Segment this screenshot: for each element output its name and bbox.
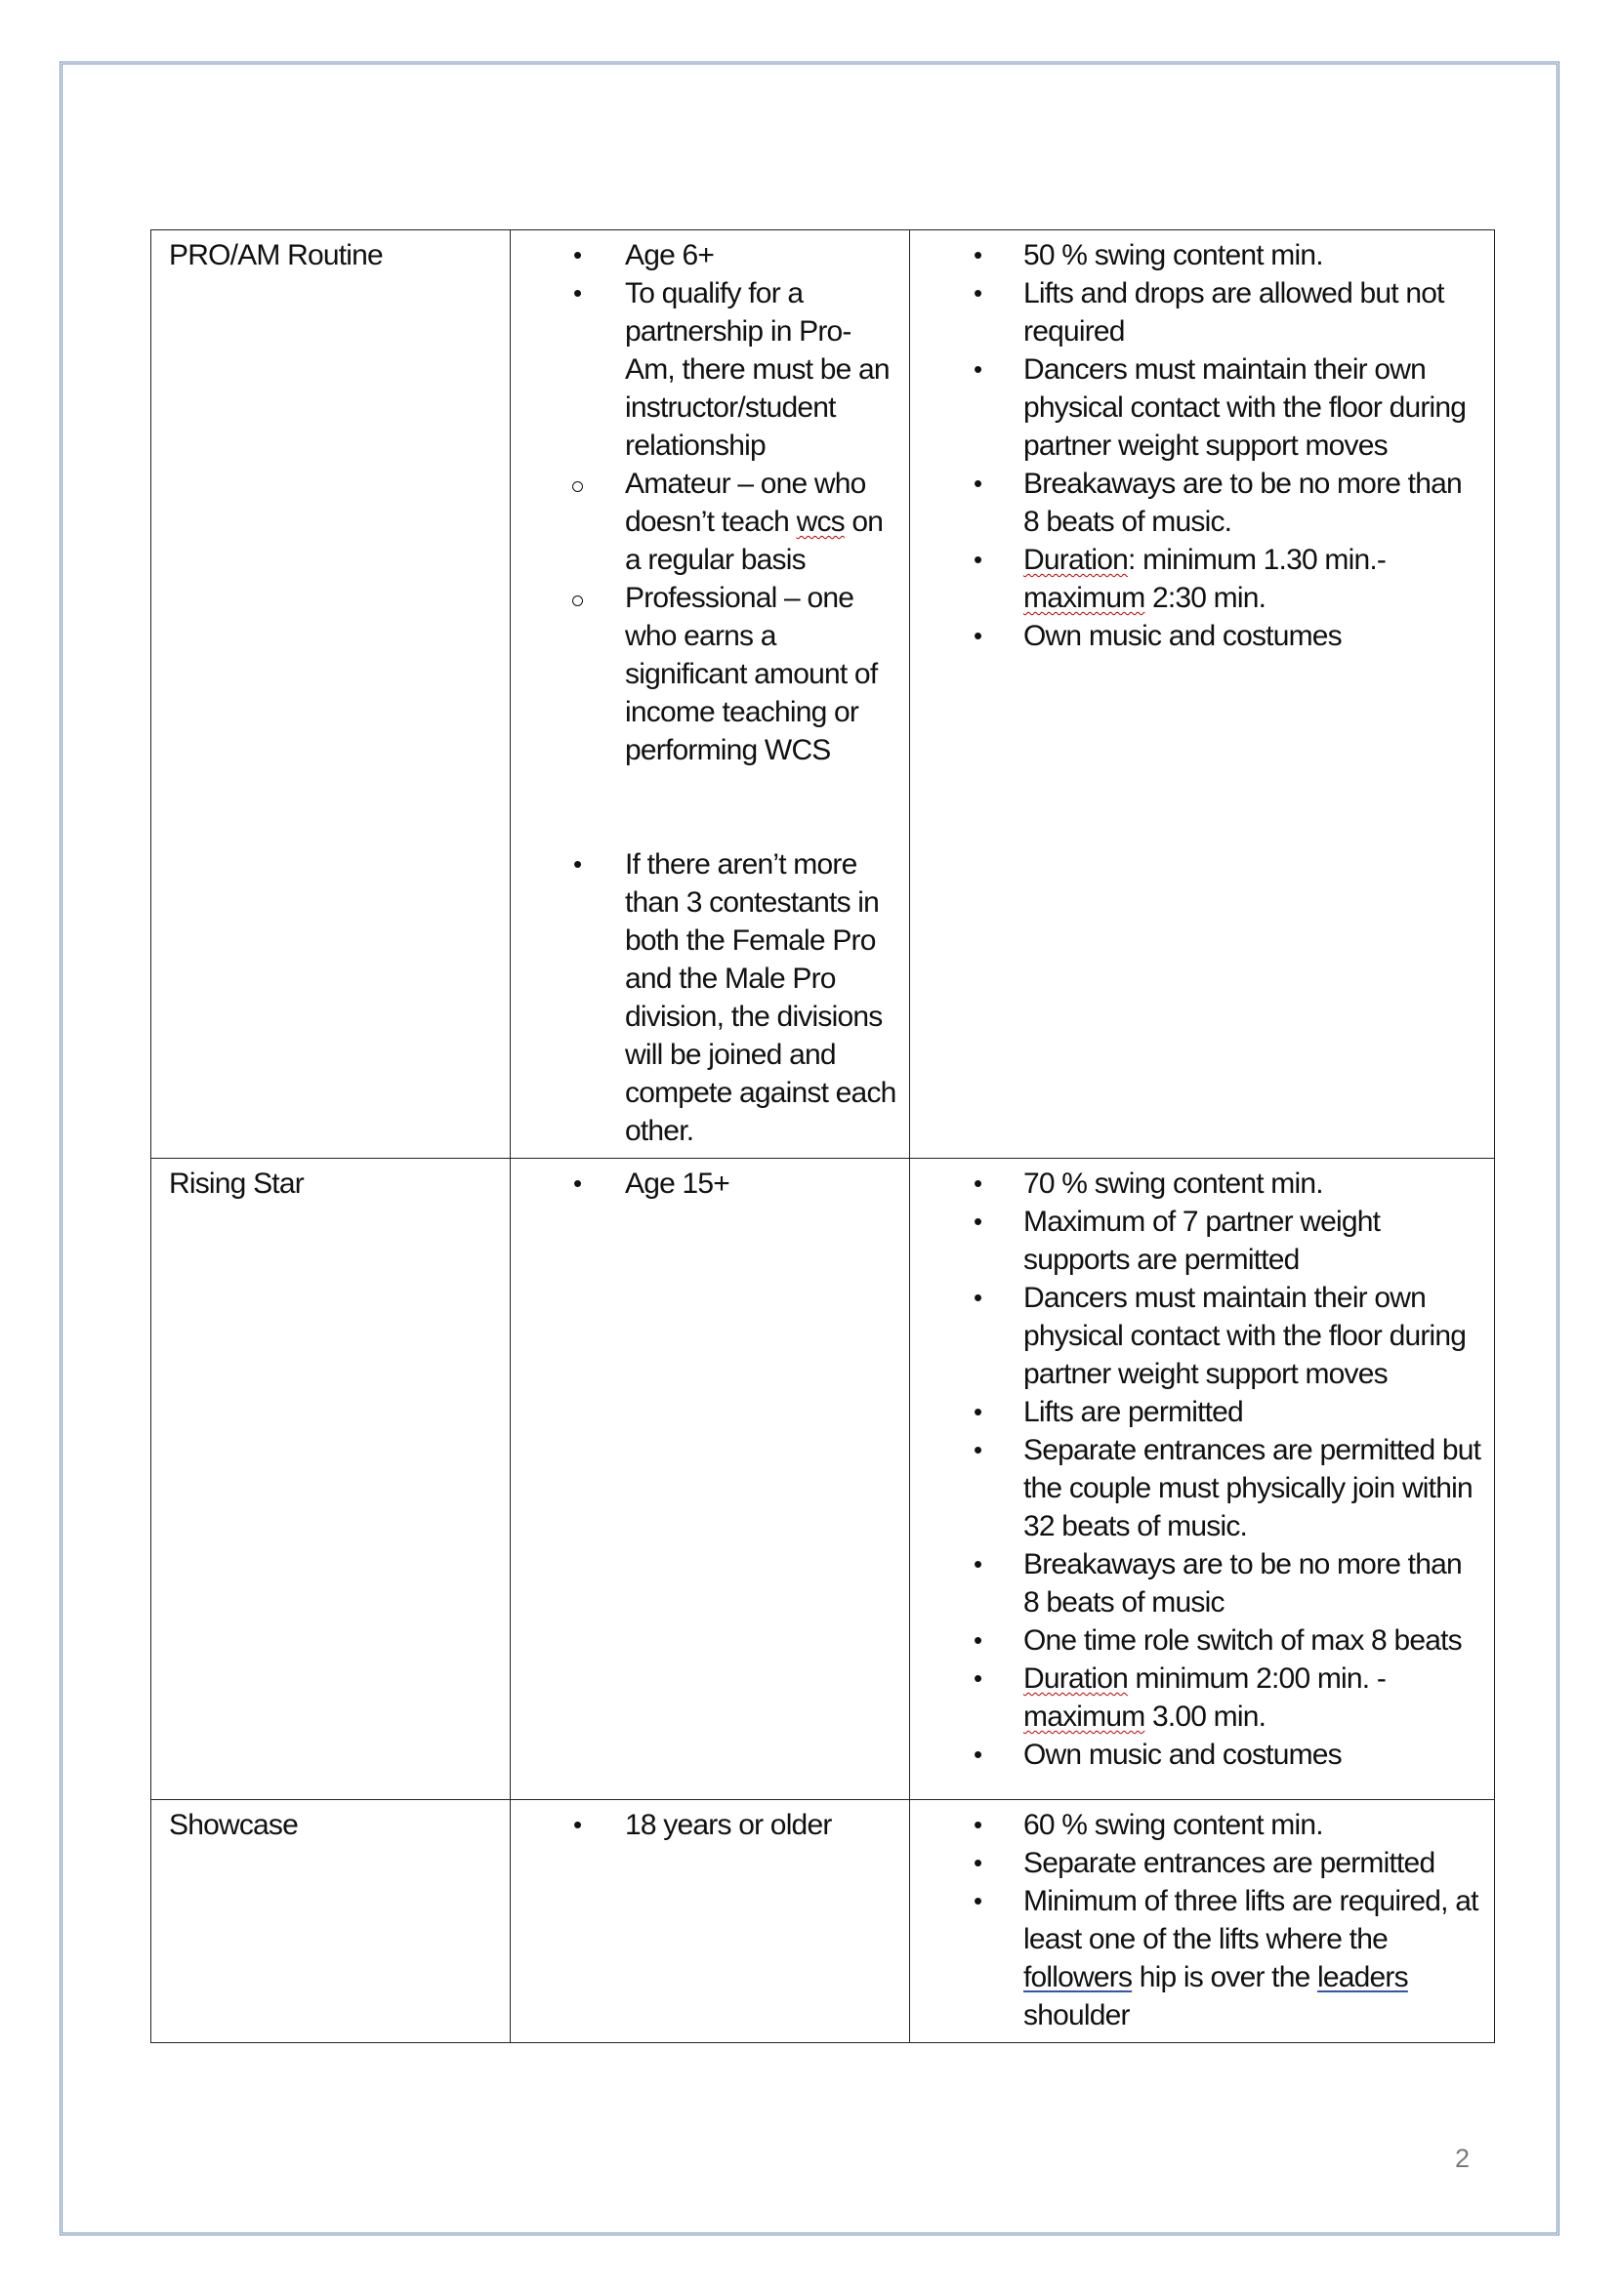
- eligibility-list: [511, 1165, 909, 1203]
- list-item: • 70 % swing content min.: [910, 1165, 1494, 1203]
- list-item: • Own music and costumes: [910, 1736, 1494, 1774]
- list-item: Amateur – one who doesn’t teach wcs on a regular basis: [511, 465, 909, 579]
- spelling-flag: Duration: [1023, 544, 1128, 576]
- spelling-flag: wcs: [796, 506, 845, 538]
- list-item: • If there aren’t more than 3 contestants in both the Female Pro and the Male Pro division, the divisions will be joined and compete against each other.: [511, 845, 909, 1150]
- list-item: • Breakaways are to be no more than 8 beats of music.: [910, 465, 1494, 541]
- list-item: • To qualify for a partnership in Pro-Am, there must be an instructor/student relationship: [511, 274, 909, 465]
- list-item: • Dancers must maintain their own physical contact with the floor during partner weight support moves: [910, 1279, 1494, 1393]
- list-item: • Lifts are permitted: [910, 1393, 1494, 1431]
- requirements-list: [910, 236, 1494, 655]
- category-cell: [151, 1159, 511, 1800]
- list-item: • Age 15+: [511, 1165, 909, 1203]
- list-item: • Lifts and drops are allowed but not required: [910, 274, 1494, 350]
- list-item: • Separate entrances are permitted: [910, 1844, 1494, 1882]
- list-item: • 18 years or older: [511, 1806, 909, 1844]
- category-cell: [151, 230, 511, 1159]
- list-item: • 50 % swing content min.: [910, 236, 1494, 274]
- list-item: • Duration minimum 2:00 min. - maximum 3.00 min.: [910, 1660, 1494, 1736]
- requirements-cell: [910, 1159, 1495, 1800]
- eligibility-list: [511, 236, 909, 1150]
- list-item: • Maximum of 7 partner weight supports are permitted: [910, 1203, 1494, 1279]
- requirements-cell: [910, 1800, 1495, 2043]
- spelling-flag: maximum: [1023, 582, 1145, 614]
- eligibility-list: [511, 1806, 909, 1844]
- list-item: • Duration: minimum 1.30 min.- maximum 2:30 min.: [910, 541, 1494, 617]
- eligibility-cell: [511, 1800, 910, 2043]
- page-number: 2: [1455, 2144, 1471, 2173]
- list-item: • Breakaways are to be no more than 8 beats of music: [910, 1545, 1494, 1621]
- category-label: PRO/AM Routine: [169, 239, 383, 271]
- list-item: • Own music and costumes: [910, 617, 1494, 655]
- requirements-list: [910, 1165, 1494, 1774]
- grammar-flag: followers: [1023, 1961, 1133, 1993]
- list-item: • 60 % swing content min.: [910, 1806, 1494, 1844]
- grammar-flag: leaders: [1317, 1961, 1408, 1993]
- eligibility-cell: [511, 230, 910, 1159]
- list-item: • Minimum of three lifts are required, at least one of the lifts where the followers hip is over the leaders shoulder: [910, 1882, 1494, 2034]
- category-label: Showcase: [169, 1809, 299, 1841]
- rules-table: [150, 229, 1495, 2043]
- list-item: • Separate entrances are permitted but the couple must physically join within 32 beats of music.: [910, 1431, 1494, 1545]
- table-row: [151, 230, 1495, 1159]
- table-row: [151, 1159, 1495, 1800]
- requirements-list: [910, 1806, 1494, 2034]
- category-label: Rising Star: [169, 1168, 304, 1200]
- requirements-cell: [910, 230, 1495, 1159]
- category-cell: [151, 1800, 511, 2043]
- spelling-flag: maximum: [1023, 1701, 1145, 1733]
- list-item: • Dancers must maintain their own physical contact with the floor during partner weight support moves: [910, 350, 1494, 465]
- list-item: • Age 6+: [511, 236, 909, 274]
- list-item: • One time role switch of max 8 beats: [910, 1621, 1494, 1660]
- list-item: Professional – one who earns a significant amount of income teaching or performing WCS: [511, 579, 909, 769]
- table-row: [151, 1800, 1495, 2043]
- spelling-flag: Duration: [1023, 1662, 1128, 1695]
- eligibility-cell: [511, 1159, 910, 1800]
